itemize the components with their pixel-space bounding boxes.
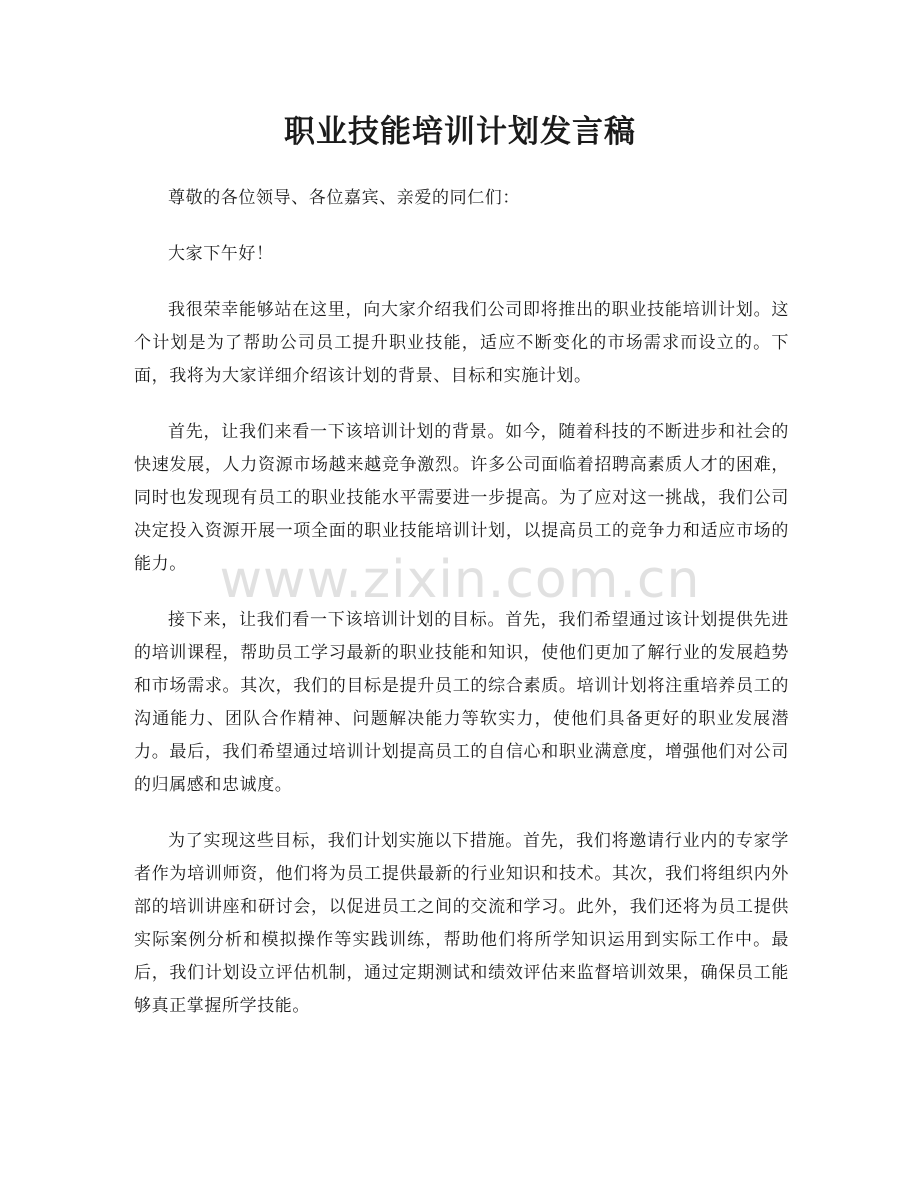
document-body [134,182,789,1046]
salutation-paragraph: 大家下午好！ [168,244,274,264]
document-title: 职业技能培训计划发言稿 [284,114,636,150]
greeting-paragraph: 尊敬的各位领导、各位嘉宾、亲爱的同仁们： [168,188,520,208]
goals-paragraph: 接下来，让我们看一下该培训计划的目标。首先，我们希望通过该计划提供先进的培训课程，帮助员工学习最新的职业技能和知识，使他们更加了解行业的发展趋势和市场需求。其次，我们的目标是提升员工的综合素质。培训计划将注重培养员工的沟通能力、团队合作精神、问题解决能力等软实力，使他们具备更好的职业发展潜力。最后，我们希望通过培训计划提高员工的自信心和职业满意度，增强他们对公司的归属感和忠诚度。 [134,610,789,795]
intro-paragraph: 我很荣幸能够站在这里，向大家介绍我们公司即将推出的职业技能培训计划。这个计划是为了帮助公司员工提升职业技能，适应不断变化的市场需求而设立的。下面，我将为大家详细介绍该计划的背景、目标和实施计划。 [134,300,789,386]
background-paragraph: 首先，让我们来看一下该培训计划的背景。如今，随着科技的不断进步和社会的快速发展，人力资源市场越来越竞争激烈。许多公司面临着招聘高素质人才的困难，同时也发现现有员工的职业技能水平需要进一步提高。为了应对这一挑战，我们公司决定投入资源开展一项全面的职业技能培训计划，以提高员工的竞争力和适应市场的能力。 [134,422,789,574]
measures-paragraph: 为了实现这些目标，我们计划实施以下措施。首先，我们将邀请行业内的专家学者作为培训师资，他们将为员工提供最新的行业知识和技术。其次，我们将组织内外部的培训讲座和研讨会，以促进员工之间的交流和学习。此外，我们还将为员工提供实际案例分析和模拟操作等实践训练，帮助他们将所学知识运用到实际工作中。最后，我们计划设立评估机制，通过定期测试和绩效评估来监督培训效果，确保员工能够真正掌握所学技能。 [134,831,789,1016]
watermark: www.zixin.com.cn [219,550,701,610]
